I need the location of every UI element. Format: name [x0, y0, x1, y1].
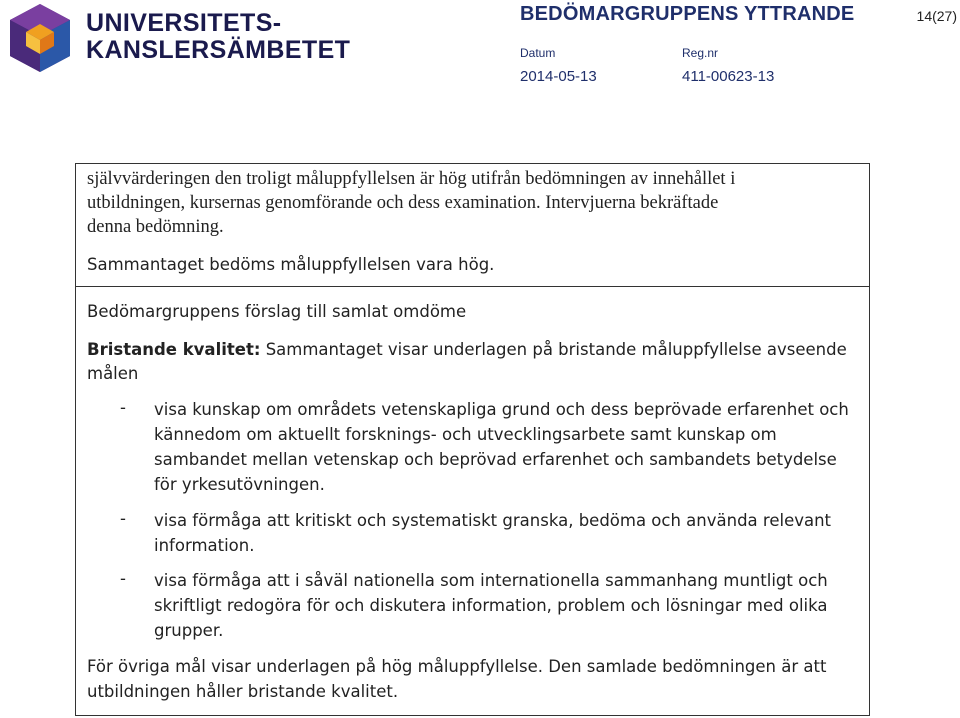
list-item-line: visa förmåga att i såväl nationella som internationella sammanhang muntligt och	[154, 571, 828, 590]
list-item-line: visa kunskap om områdets vetenskapliga grund och dess beprövade erfarenhet och	[154, 400, 849, 419]
verdict-heading: Bedömargruppens förslag till samlat omdöme	[87, 302, 467, 321]
list-item-line: kännedom om aktuellt forsknings- och utvecklingsarbete samt kunskap om	[154, 425, 777, 444]
bullet-dash: -	[120, 509, 126, 528]
verdict-text: Sammantaget visar underlagen på bristande måluppfyllelse avseende	[260, 340, 847, 359]
document-title: BEDÖMARGRUPPENS YTTRANDE	[520, 3, 855, 25]
paragraph-line: utbildningen, kursernas genomförande och dess examination. Intervjuerna bekräftade	[87, 193, 719, 213]
paragraph-line: denna bedömning.	[87, 217, 224, 237]
agency-logo	[8, 2, 351, 74]
paragraph-line: självvärderingen den troligt måluppfyllelsen är hög utifrån bedömningen av innehållet i	[87, 169, 736, 189]
list-item-line: grupper.	[154, 621, 224, 640]
list-item-line: för yrkesutövningen.	[154, 475, 325, 494]
reg-value: 411-00623-13	[682, 68, 775, 85]
verdict-text-continued: målen	[87, 364, 139, 383]
list-item-line: skriftligt redogöra för och diskutera information, problem och lösningar med olika	[154, 596, 828, 615]
logo-wordmark	[86, 10, 350, 64]
closing-line: utbildningen håller bristande kvalitet.	[87, 682, 399, 701]
list-item-line: visa förmåga att kritiskt och systematiskt granska, bedöma och använda relevant	[154, 511, 832, 530]
closing-line: För övriga mål visar underlagen på hög måluppfyllelse. Den samlade bedömningen är att	[87, 657, 827, 676]
list-item-line: information.	[154, 536, 255, 555]
page-number: 14(27)	[916, 8, 957, 24]
logo-line-2: KANSLERSÄMBETET	[86, 36, 351, 64]
date-label: Datum	[520, 46, 556, 60]
logo-line-1: UNIVERSITETS-	[86, 9, 282, 37]
verdict-label: Bristande kvalitet:	[87, 340, 261, 359]
verdict-statement	[87, 337, 847, 362]
reg-label: Reg.nr	[682, 46, 719, 60]
bullet-dash: -	[120, 569, 126, 588]
logo-cube-icon	[8, 2, 72, 74]
list-item-line: sambandet mellan vetenskap och beprövad erfarenhet och sambandets betydelse	[154, 450, 837, 469]
summary-text: Sammantaget bedöms måluppfyllelsen vara hög.	[87, 255, 495, 274]
date-value: 2014-05-13	[520, 68, 597, 85]
bullet-dash: -	[120, 398, 126, 417]
